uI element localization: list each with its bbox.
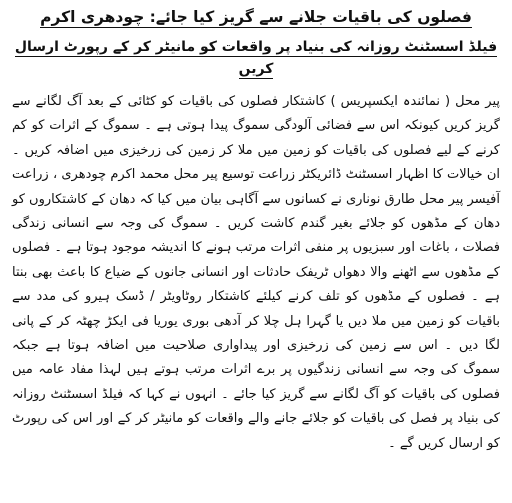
article-body: پیر محل ( نمائندہ ایکسپریس ) کاشتکار فصلوں کی باقیات کو کٹائی کے بعد آگ لگانے سے گریز کریں کیونکہ اس سے فضائی آلودگی سموگ پیدا ہوتی ہے ۔ سموگ کے اثرات کو کم کرنے کے لیے فصلوں کی باقیات کو زمین میں ملا کر زمین کی زرخیزی میں اضافہ کریں ۔ ان خیالات کا اظہار اسسٹنٹ ڈائریکٹر زراعت توسیع پیر محل محمد اکرم چودھری ، زراعت آفیسر پیر محل طارق نوناری نے کسانوں سے آگاہی بیان میں کیا کہ دھان کے کاشتکاروں کو دھان کے مڈھوں کو جلائے بغیر گندم کاشت کریں ۔ سموگ کی وجہ سے انسانی زندگی فصلات ، باغات اور سبزیوں پر منفی اثرات مرتب ہونے کا اندیشہ موجود ہوتا ہے ۔ فصلوں کے مڈھوں سے اٹھنے والا دھواں ٹریفک حادثات اور انسانی جانوں کے ضیاع کا باعث بھی بنتا ہے ۔ فصلوں کے مڈھوں کو تلف کرنے کیلئے کاشتکار روٹاویٹر / ڈسک ہیرو کی مدد سے باقیات کو زمین میں ملا دیں یا گہرا ہل چلا کر آدھی بوری یوریا فی ایکڑ چھٹہ کر کے پانی لگا دیں ۔ اس سے زمین کی زرخیزی اور پیداواری صلاحیت میں اضافہ ہوتا ہے جبکہ سموگ کی وجہ سے انسانی زندگیوں پر برے اثرات مرتب ہوتے ہیں لہذا مفاد عامہ میں فصلوں کی باقیات کو آگ لگانے سے گریز کیا جائے ۔ انہوں نے کہا کہ فیلڈ اسسٹنٹ روزانہ کی بنیاد پر فصل کی باقیات کو جلائے جانے والے واقعات کو مانیٹر کر کے اور اس کی رپورٹ کو ارسال کریں گے ۔ (12, 94, 500, 451)
subheadline-text: فیلڈ اسسٹنٹ روزانہ کی بنیاد پر واقعات کو مانیٹر کر کے رپورٹ ارسال کریں (14, 39, 498, 77)
headline (12, 6, 500, 28)
subheadline (12, 36, 500, 80)
headline-text: فصلوں کی باقیات جلانے سے گریز کیا جائے: چودھری اکرم (40, 8, 472, 26)
